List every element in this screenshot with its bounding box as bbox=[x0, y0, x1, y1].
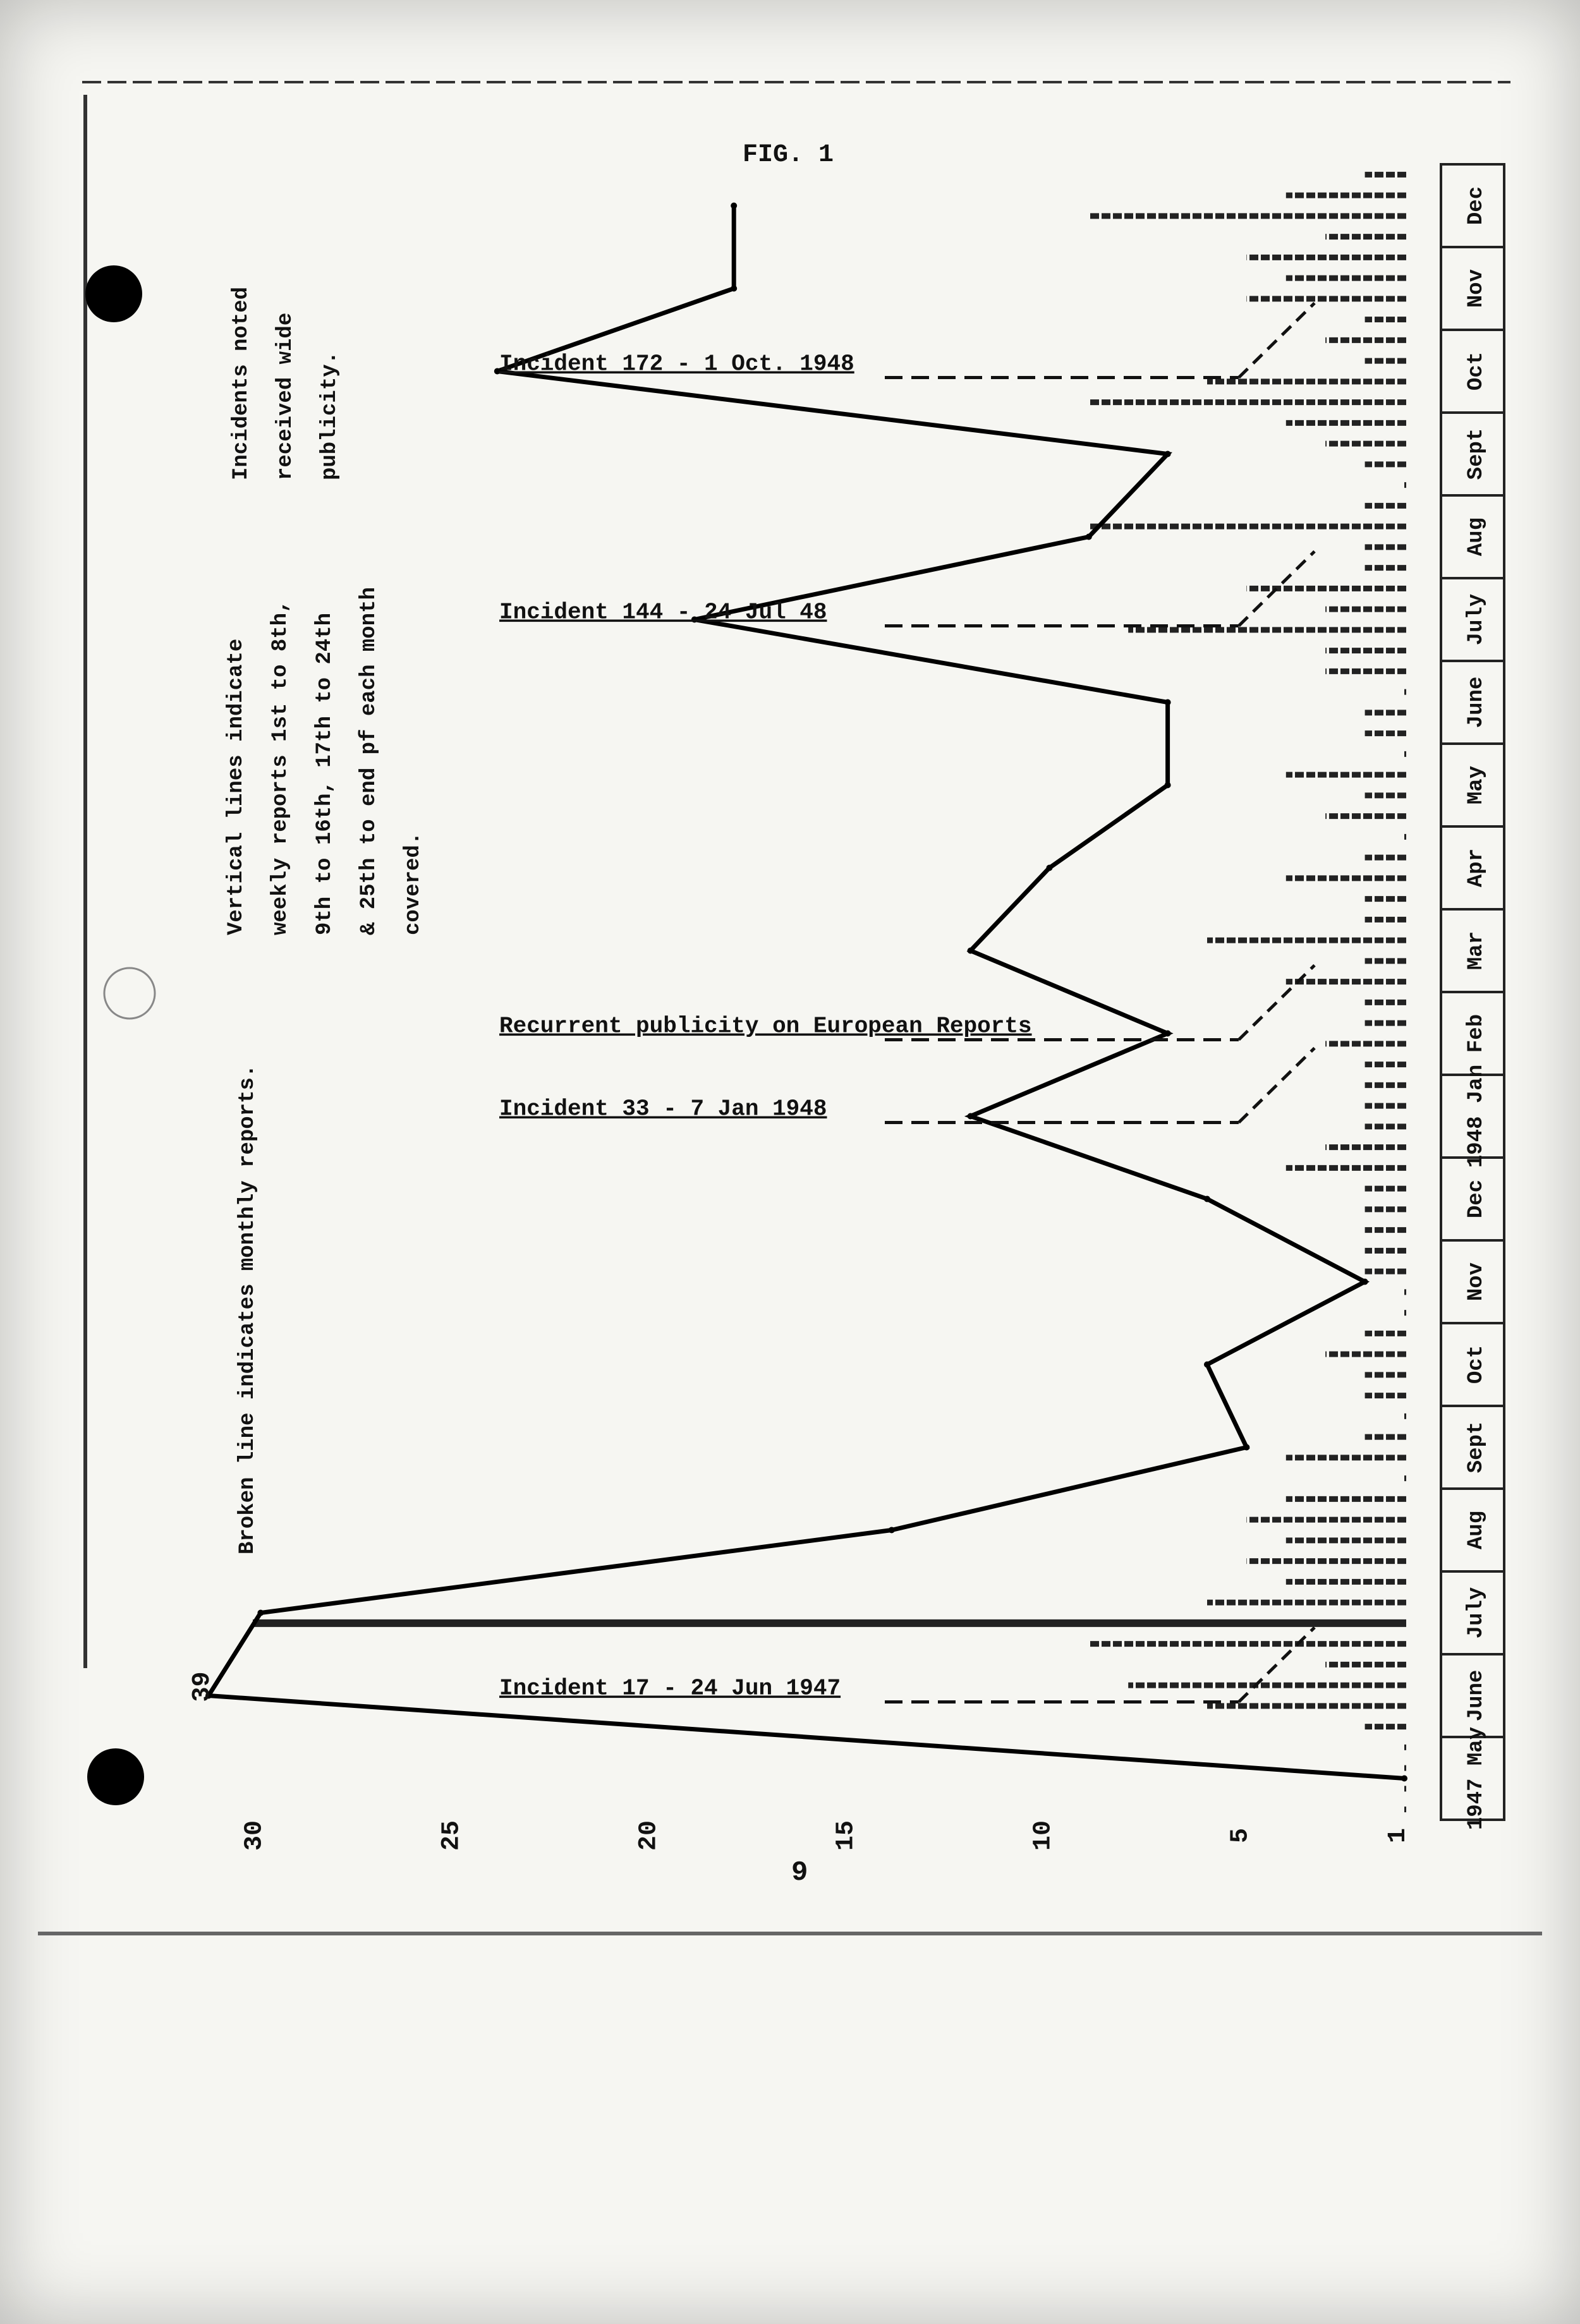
vertical-lines-note-line: weekly reports 1st to 8th, bbox=[269, 600, 293, 935]
vertical-lines-note-line: Vertical lines indicate bbox=[224, 638, 248, 935]
month-label: Oct bbox=[1464, 1345, 1488, 1384]
month-label: Dec bbox=[1464, 1179, 1488, 1219]
peak-value-label: 39 bbox=[188, 1671, 217, 1702]
page-number: 9 bbox=[791, 1857, 808, 1889]
incidents-note-line: Incidents noted bbox=[229, 286, 253, 480]
month-label: Oct bbox=[1464, 351, 1488, 391]
punch-hole bbox=[87, 1748, 144, 1805]
monthly-point bbox=[731, 203, 737, 209]
value-tick-label: 5 bbox=[1226, 1827, 1255, 1844]
monthly-point bbox=[1401, 1776, 1407, 1782]
monthly-point bbox=[968, 948, 974, 954]
month-label: Sept bbox=[1464, 1421, 1488, 1474]
annotation-leader bbox=[1239, 965, 1315, 1040]
value-tick-label: 25 bbox=[437, 1820, 466, 1851]
value-tick-label: 30 bbox=[240, 1820, 269, 1851]
value-tick-label: 20 bbox=[635, 1820, 664, 1851]
month-label: Feb bbox=[1464, 1014, 1488, 1053]
incident-annotation: Incident 144 - 24 Jul 48 bbox=[499, 599, 827, 626]
incidents-note bbox=[229, 287, 342, 480]
month-label: July bbox=[1464, 593, 1488, 646]
monthly-point bbox=[257, 1610, 264, 1616]
month-label: Aug bbox=[1464, 1510, 1488, 1550]
incidents-note-line: received wide bbox=[274, 312, 298, 480]
punch-hole bbox=[85, 265, 142, 322]
month-label: 1948 Jan bbox=[1464, 1064, 1488, 1168]
month-label: June bbox=[1464, 1669, 1488, 1722]
incidents-note-line: publicity. bbox=[318, 351, 342, 480]
vertical-lines-note-line: & 25th to end pf each month bbox=[357, 587, 381, 935]
monthly-point bbox=[1362, 1279, 1368, 1285]
month-label: June bbox=[1464, 676, 1488, 729]
value-tick-label: 1 bbox=[1384, 1827, 1413, 1844]
month-label: Nov bbox=[1464, 1262, 1488, 1302]
monthly-point bbox=[1165, 1031, 1171, 1037]
monthly-point bbox=[1086, 534, 1092, 540]
incident-annotation: Incident 172 - 1 Oct. 1948 bbox=[499, 351, 854, 377]
annotation-leader bbox=[1239, 1628, 1315, 1702]
monthly-point bbox=[889, 1527, 895, 1534]
monthly-point bbox=[968, 1113, 974, 1120]
incident-annotation: Recurrent publicity on European Reports bbox=[499, 1013, 1032, 1039]
month-label: Nov bbox=[1464, 269, 1488, 308]
vertical-lines-note-line: covered. bbox=[401, 832, 425, 935]
month-label: Mar bbox=[1464, 931, 1488, 971]
monthly-point bbox=[731, 286, 737, 292]
monthly-point bbox=[1165, 782, 1171, 789]
month-label: May bbox=[1464, 765, 1488, 805]
value-tick-label: 10 bbox=[1029, 1820, 1058, 1851]
broken-line-note: Broken line indicates monthly reports. bbox=[236, 1064, 260, 1554]
chart-marks bbox=[188, 164, 1504, 1851]
month-label: Dec bbox=[1464, 186, 1488, 226]
monthly-point bbox=[1046, 865, 1052, 871]
month-label: Aug bbox=[1464, 517, 1488, 557]
month-label: Sept bbox=[1464, 428, 1488, 480]
month-label: Apr bbox=[1464, 848, 1488, 888]
vertical-lines-note bbox=[224, 587, 425, 935]
incident-annotation: Incident 17 - 24 Jun 1947 bbox=[499, 1675, 841, 1702]
figure-label: FIG. 1 bbox=[743, 141, 834, 169]
monthly-point bbox=[1204, 1196, 1210, 1202]
incident-annotation: Incident 33 - 7 Jan 1948 bbox=[499, 1096, 827, 1122]
value-tick-label: 15 bbox=[832, 1820, 861, 1851]
monthly-point bbox=[1165, 699, 1171, 706]
monthly-point bbox=[1165, 451, 1171, 457]
vertical-lines-note-line: 9th to 16th, 17th to 24th bbox=[313, 612, 337, 935]
monthly-reports-line bbox=[209, 206, 1404, 1779]
annotation-leader bbox=[1239, 303, 1315, 378]
month-label: 1947 May bbox=[1464, 1726, 1488, 1831]
monthly-point bbox=[1204, 1362, 1210, 1368]
annotation-leader bbox=[1239, 1048, 1315, 1123]
monthly-point bbox=[1243, 1444, 1249, 1451]
punch-hole-faint bbox=[104, 968, 155, 1019]
month-label: July bbox=[1464, 1587, 1488, 1639]
